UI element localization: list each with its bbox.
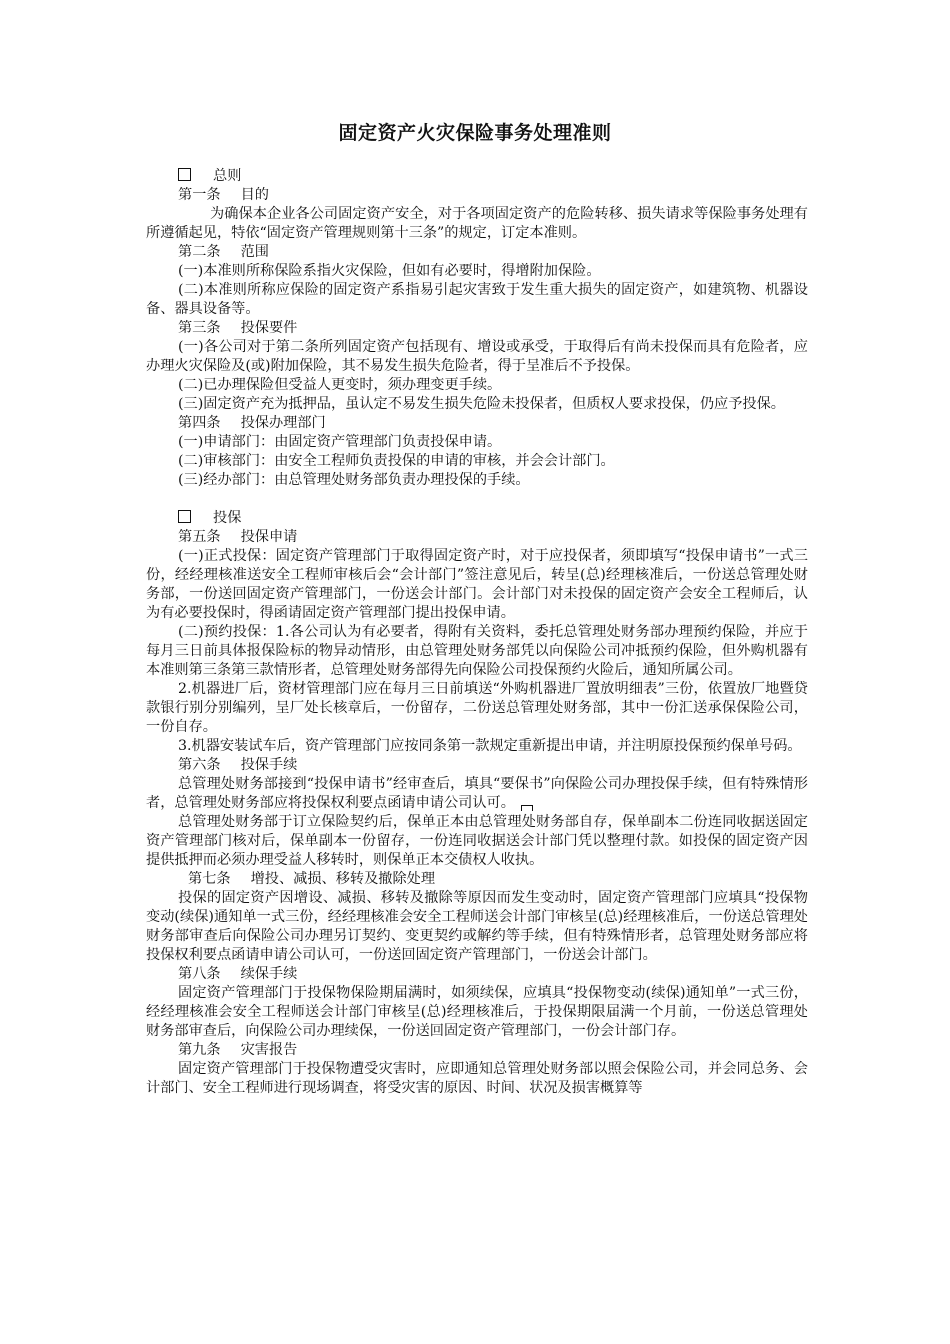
article-9-heading: 第九条 灾害报告 (178, 1042, 298, 1058)
paragraph: (二)已办理保险但受益人更变时，须办理变更手续。 (178, 377, 502, 393)
paragraph: 投保的固定资产因增设、减损、移转及撤除等原因而发生变动时，固定资产管理部门应填具“投保物变动(续保)通知单一式三份，经经理核准会安全工程师送会计部门审核呈(总)经理核准后，一份送总管理处财务部审查后向保险公司办理另订契约、变更契约或解约等手续，但有特殊情形者，总管理处财务部应将投保权利要点函请申请公司认可，一份送回固定资产管理部门，一份送会计部门。 (146, 890, 808, 963)
paragraph: 固定资产管理部门于投保物保险期届满时，如须续保，应填具“投保物变动(续保)通知单”一式三份，经经理核准会安全工程师送会计部门审核呈(总)经理核准后，于投保期限届满一个月前，一份送总管理处财务部审查后，向保险公司办理续保，一份送回固定资产管理部门，一份会计部门存。 (146, 985, 808, 1039)
paragraph: 总管理处财务部接到“投保申请书”经审查后，填具“要保书”向保险公司办理投保手续，但有特殊情形者，总管理处财务部应将投保权利要点函请申请公司认可。 (146, 776, 808, 811)
paragraph: (一)各公司对于第二条所列固定资产包括现有、增设或承受，于取得后有尚未投保而具有危险者，应办理火灾保险及(或)附加保险，其不易发生损失危险者，得于呈准后不予投保。 (146, 339, 808, 374)
paragraph: (二)预约投保：1.各公司认为有必要者，得附有关资料，委托总管理处财务部办理预约保险，并应于每月三日前具体报保险标的物异动情形，由总管理处财务部凭以向保险公司冲抵预约保险，但外购机器有本准则第三条第三款情形者，总管理处财务部得先向保险公司投保预约火险后，通知所属公司。 (146, 624, 808, 678)
editor-mark-icon (521, 805, 533, 811)
section-heading-insure: 投保 (146, 509, 808, 528)
article-7-heading: 第七条 增投、减损、移转及撤除处理 (188, 871, 436, 887)
paragraph: (一)正式投保：固定资产管理部门于取得固定资产时，对于应投保者，须即填写“投保申请书”一式三份，经经理核准送安全工程师审核后会“会计部门”签注意见后，转呈(总)经理核准后，一份送总管理处财务部，一份送回固定资产管理部门，一份送会计部门。会计部门对未投保的固定资产会安全工程师后，认为有必要投保时，得函请固定资产管理部门提出投保申请。 (146, 548, 808, 621)
paragraph: 固定资产管理部门于投保物遭受灾害时，应即通知总管理处财务部以照会保险公司，并会同总务、会计部门、安全工程师进行现场调查，将受灾害的原因、时间、状况及损害概算等 (146, 1061, 808, 1096)
checkbox-icon (178, 510, 191, 523)
paragraph: (一)本准则所称保险系指火灾保险，但如有必要时，得增附加保险。 (178, 263, 601, 279)
paragraph: (二)审核部门：由安全工程师负责投保的申请的审核，并会会计部门。 (178, 453, 615, 469)
paragraph: (三)固定资产充为抵押品，虽认定不易发生损失危险未投保者，但质权人要求投保，仍应予投保。 (178, 396, 785, 412)
checkbox-icon (178, 168, 191, 181)
paragraph: (一)申请部门：由固定资产管理部门负责投保申请。 (178, 434, 502, 450)
article-5-heading: 第五条 投保申请 (178, 529, 298, 545)
article-2-heading: 第二条 范围 (178, 244, 269, 260)
article-8-heading: 第八条 续保手续 (178, 966, 298, 982)
article-4-heading: 第四条 投保办理部门 (178, 415, 326, 431)
paragraph: 3.机器安装试车后，资产管理部门应按同条第一款规定重新提出申请，并注明原投保预约保单号码。 (178, 738, 802, 754)
document-title: 固定资产火灾保险事务处理准则 (338, 122, 612, 144)
paragraph: 2.机器进厂后，资材管理部门应在每月三日前填送“外购机器进厂置放明细表”三份，依置放厂地暨贷款银行别分别编列，呈厂处长核章后，一份留存，二份送总管理处财务部，其中一份汇送承保保险公司，一份自存。 (146, 681, 808, 735)
paragraph: (三)经办部门：由总管理处财务部负责办理投保的手续。 (178, 472, 530, 488)
article-1-heading: 第一条 目的 (178, 187, 269, 203)
paragraph: 总管理处财务部于订立保险契约后，保单正本由总管理处财务部自存，保单副本二份连同收据送固定资产管理部门核对后，保单副本一份留存，一份连同收据送会计部门凭以整理付款。如投保的固定资产因提供抵押而必须办理受益人移转时，则保单正本交债权人收执。 (146, 814, 808, 868)
paragraph: 为确保本企业各公司固定资产安全，对于各项固定资产的危险转移、损失请求等保险事务处理有所遵循起见，特依“固定资产管理规则第十三条”的规定，订定本准则。 (146, 206, 808, 241)
section-heading-general: 总则 (146, 167, 808, 186)
document-body (146, 167, 808, 1098)
article-6-heading: 第六条 投保手续 (178, 757, 298, 773)
article-3-heading: 第三条 投保要件 (178, 320, 298, 336)
paragraph: (二)本准则所称应保险的固定资产系指易引起灾害致于发生重大损失的固定资产，如建筑物、机器设备、器具设备等。 (146, 282, 808, 317)
